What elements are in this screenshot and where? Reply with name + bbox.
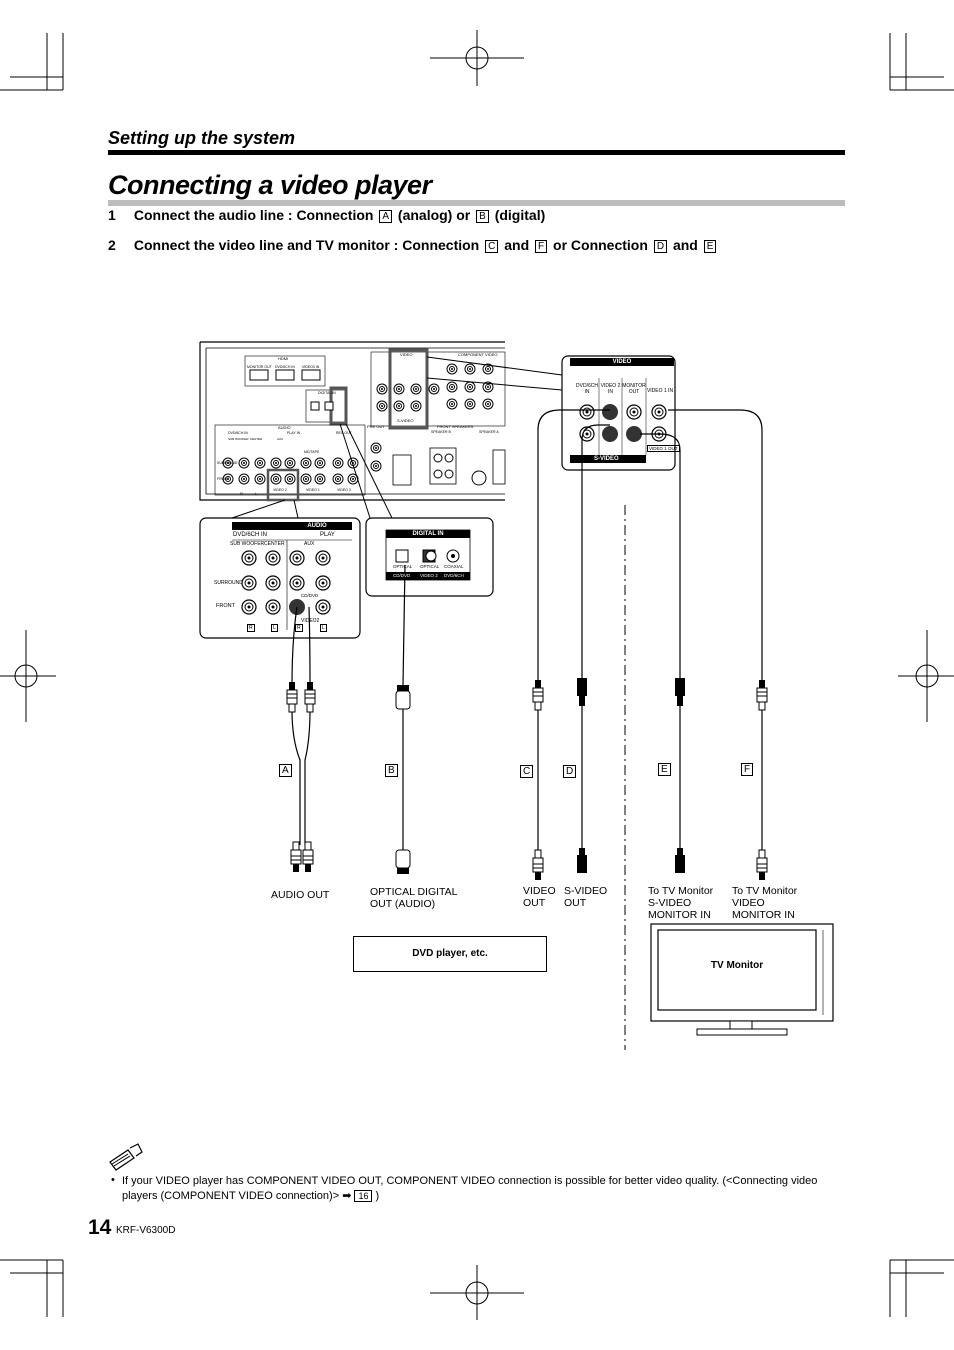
step-text: or Connection: [553, 237, 648, 253]
component-video-label: COMPONENT VIDEO: [458, 352, 498, 357]
audio-r-label: R: [249, 625, 253, 631]
tv-video-line-1: To TV Monitor: [732, 885, 798, 897]
audio-surround-label: SURROUND: [214, 580, 243, 586]
dvd-player-label: DVD player, etc.: [412, 948, 488, 959]
audio-r-label: R: [297, 625, 301, 631]
dvd-player-box: [353, 936, 547, 972]
audio-video2-label: VIDEO2: [301, 618, 320, 624]
cable-letter-f: F: [741, 763, 753, 776]
audio-zoom-title: AUDIO: [307, 523, 327, 529]
svideo-out-line-1: S-VIDEO: [564, 885, 608, 897]
connection-letter: B: [476, 210, 489, 223]
video-label-small: VIDEO: [400, 352, 413, 357]
connection-letter: C: [485, 240, 498, 253]
tv-svideo-line-3: MONITOR IN: [648, 909, 711, 921]
connection-letter: E: [704, 240, 717, 253]
dvd6ch-label-small: DVD/6CH IN: [228, 431, 248, 435]
tv-video-in-label: [732, 885, 797, 921]
video-col-label: MONITOR OUT: [622, 383, 646, 395]
svideo-zoom-label: S-VIDEO: [594, 456, 619, 462]
optical-out-line-1: OPTICAL DIGITAL: [370, 886, 458, 898]
digital-bottom-label: CD/DVD: [393, 573, 411, 578]
page-number: 14: [88, 1216, 112, 1239]
tv-svideo-line-1: To TV Monitor: [648, 885, 714, 897]
digital-port-label: COAXIAL: [444, 564, 464, 569]
bottom-label-small: VIDEO 3: [337, 488, 351, 492]
audio-subwoofer-label: SUB WOOFER: [230, 541, 265, 547]
rec-out-label-small: REC OUT: [336, 431, 352, 435]
digital-port-label: OPTICAL: [393, 564, 413, 569]
sub-label-small: AUX: [277, 437, 284, 441]
pre-out-label: PRE OUT: [367, 424, 385, 429]
speaker-a-label: SPEAKER A: [479, 430, 499, 434]
digital-in-label-small: DIGITAL IN: [318, 391, 336, 395]
audio-out-label: AUDIO OUT: [271, 889, 330, 901]
receiver-rear-panel: [200, 342, 505, 500]
step-text: Connect the audio line : Connection: [133, 207, 374, 223]
audio-dvd6ch-label: DVD/6CH IN: [233, 532, 268, 538]
rl-small: R: [240, 491, 243, 496]
video-out-label: [523, 885, 556, 909]
video-zoom-panel: [562, 356, 675, 470]
hdmi-port-label: DVD/6CH IN: [275, 365, 295, 369]
cable-letter-c: C: [520, 765, 533, 778]
note-icon: [110, 1144, 142, 1170]
hdmi-port-label: VIDEO3 IN: [302, 365, 320, 369]
note-bullet: •: [111, 1174, 115, 1186]
tv-svideo-line-2: S-VIDEO: [648, 897, 692, 909]
note-body: If your VIDEO player has COMPONENT VIDEO OUT, COMPONENT VIDEO connection is possible for better video quality. (<Connecting video players (COMPONENT VIDEO connection)>: [122, 1175, 818, 1202]
digital-bottom-label: DVD/6CH: [444, 573, 464, 578]
play-in-label-small: PLAY IN: [287, 431, 301, 435]
tv-video-line-2: VIDEO: [732, 897, 765, 909]
row-label-small: SURROUND: [217, 461, 238, 465]
step-text: and: [504, 237, 530, 253]
step-text: and: [672, 237, 698, 253]
connection-letter: A: [379, 210, 392, 223]
connection-letter: D: [654, 240, 667, 253]
cable-letter-a: A: [279, 764, 292, 777]
video-col-label: DVD/6CH IN: [576, 383, 598, 395]
sub-label-small: SUB WOOFER: [228, 437, 249, 441]
rl-small: L: [255, 491, 258, 496]
digital-zoom-title: DIGITAL IN: [412, 531, 444, 537]
video-out-line-1: VIDEO: [523, 885, 556, 897]
tv-monitor-graphic: [651, 924, 833, 1035]
row-label-small: FRONT: [217, 477, 230, 481]
svideo-out-line-2: OUT: [564, 897, 587, 909]
connection-letter: F: [535, 240, 547, 253]
tv-monitor-label: TV Monitor: [710, 960, 764, 971]
video-zoom-title: VIDEO: [612, 359, 632, 365]
section-title: Setting up the system: [108, 128, 296, 148]
tv-svideo-in-label: [648, 885, 713, 921]
bottom-label-small: MD/TAPE: [304, 450, 320, 454]
note-close: ): [375, 1190, 380, 1202]
cable-letter-e: E: [658, 763, 671, 776]
audio-center-label: CENTER: [264, 541, 285, 547]
step-number: 2: [108, 237, 116, 253]
audio-front-label: FRONT: [216, 603, 235, 609]
audio-label-small: AUDIO: [278, 425, 291, 430]
optical-out-line-2: OUT (AUDIO): [370, 898, 436, 910]
step-text: (analog) or: [397, 207, 471, 223]
cable-letter-d: D: [563, 765, 576, 778]
bottom-label-small: VIDEO 2: [273, 488, 287, 492]
digital-bottom-label: VIDEO 2: [420, 573, 438, 578]
video-col-label: VIDEO 1 IN: [646, 388, 674, 394]
cable-letter-b: B: [385, 764, 398, 777]
front-speakers-label: FRONT SPEAKERS: [437, 424, 474, 429]
audio-l-label: L: [322, 625, 325, 631]
step-number: 1: [108, 207, 116, 223]
note-text: [122, 1174, 842, 1204]
video1-out-label: VIDEO 1 OUT: [649, 446, 678, 451]
video-out-line-2: OUT: [523, 897, 546, 909]
audio-l-label: L: [273, 625, 276, 631]
arrow-icon: ➡: [342, 1190, 352, 1202]
step-text: (digital): [494, 207, 546, 223]
audio-zoom-panel: [200, 518, 360, 638]
hdmi-label: HDMI: [278, 356, 289, 361]
step-text: Connect the video line and TV monitor : Connection: [133, 237, 480, 253]
sub-label-small: CENTER: [250, 437, 263, 441]
optical-out-label: [370, 886, 458, 910]
tv-video-line-3: MONITOR IN: [732, 909, 795, 921]
bottom-label-small: VIDEO 1: [306, 488, 320, 492]
svideo-out-label: [564, 885, 607, 909]
speaker-b-label: SPEAKER B: [431, 430, 451, 434]
svideo-label-small: S-VIDEO: [397, 418, 414, 423]
video-col-label: VIDEO 2 IN: [600, 383, 621, 395]
digital-port-label: OPTICAL: [420, 564, 440, 569]
page-title: Connecting a video player: [108, 170, 432, 200]
model-number: KRF-V6300D: [116, 1225, 176, 1236]
audio-play-label: PLAY: [320, 532, 335, 538]
page-ref-link[interactable]: 16: [354, 1190, 372, 1202]
hdmi-port-label: MONITOR OUT: [247, 365, 272, 369]
audio-aux-label: AUX: [304, 541, 315, 547]
audio-cddvd-label: CD/DVD: [301, 593, 319, 598]
